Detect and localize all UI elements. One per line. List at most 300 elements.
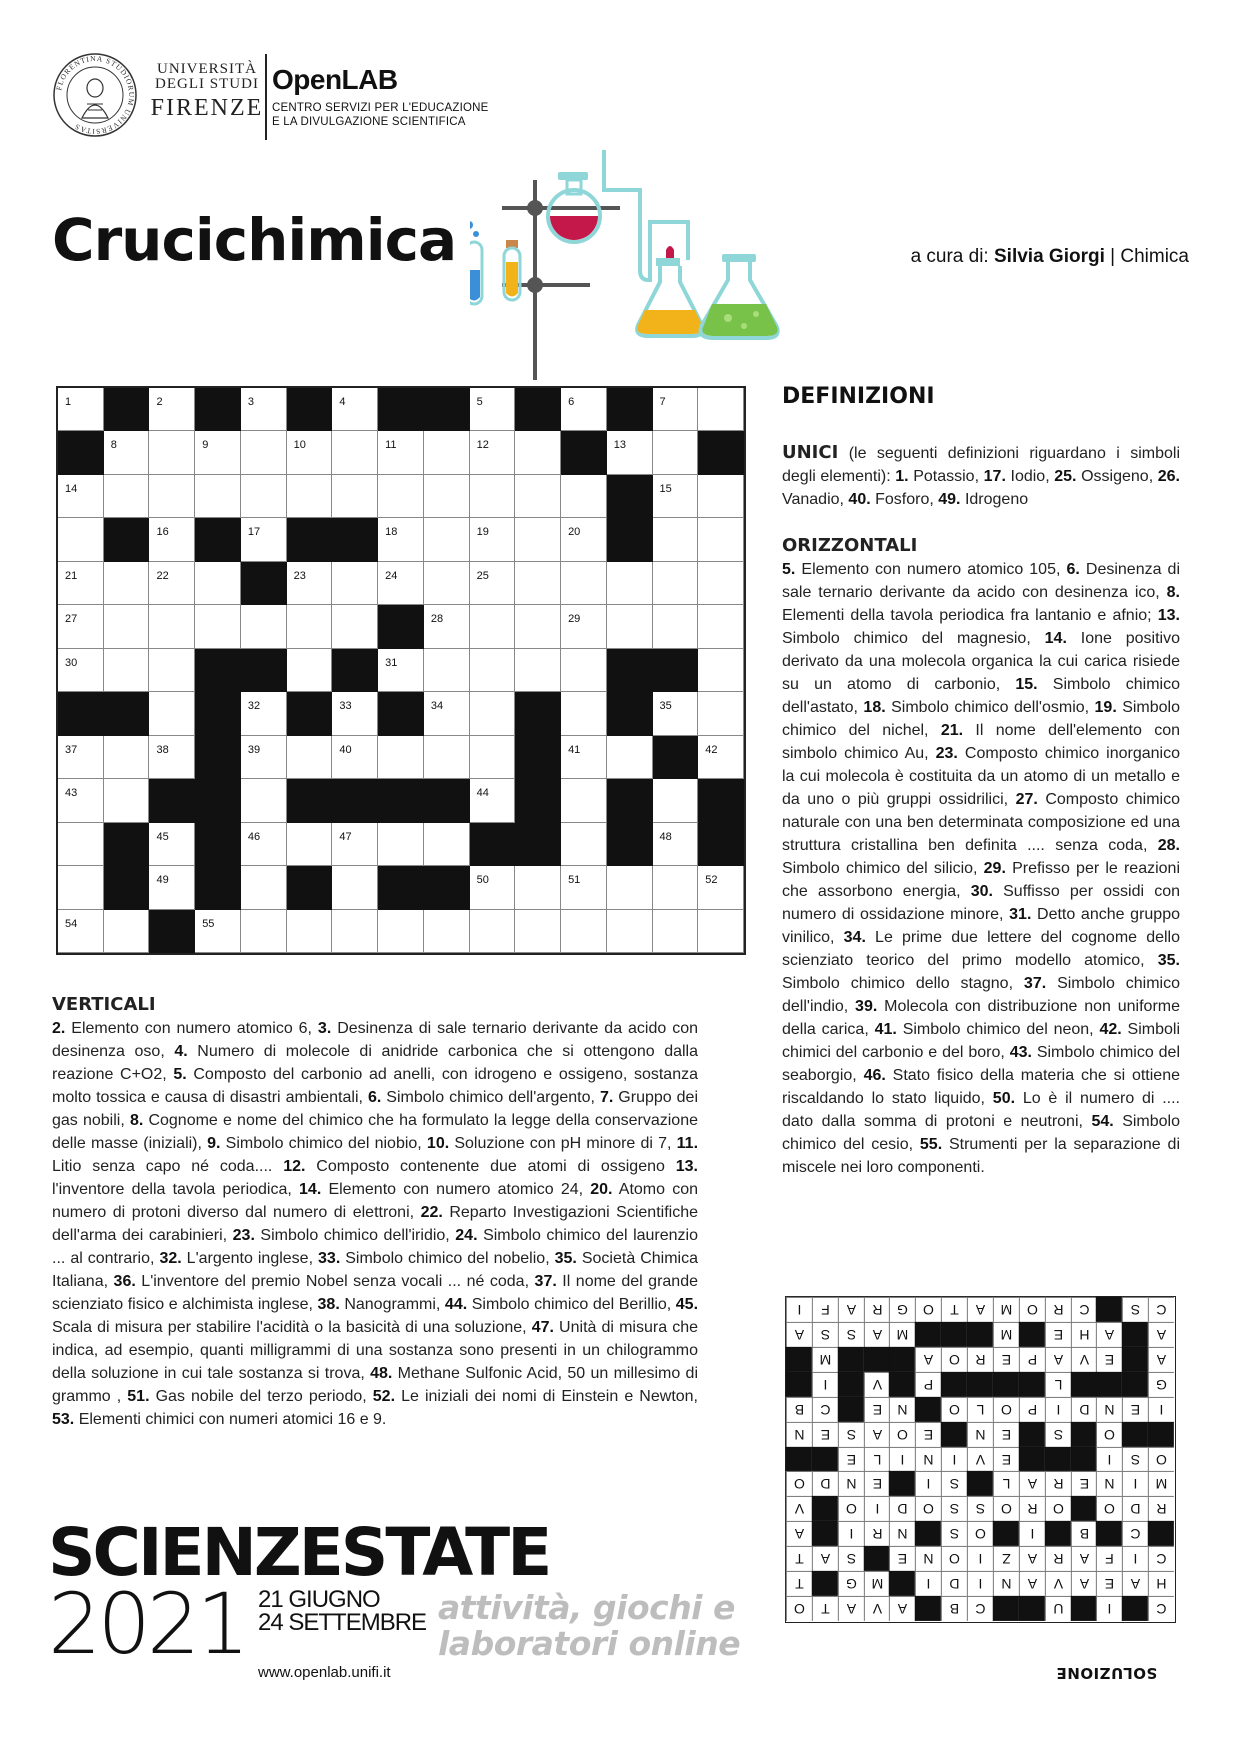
clue-number: 52 (705, 874, 718, 887)
crossword-cell[interactable] (653, 431, 699, 474)
clue-number: 27 (65, 613, 78, 626)
crossword-cell[interactable] (332, 866, 378, 909)
crossword-cell[interactable] (287, 823, 333, 866)
clue-number: 50. (992, 1090, 1016, 1107)
crossword-black-cell (607, 779, 653, 822)
crossword-cell[interactable] (241, 692, 287, 735)
crossword-cell[interactable] (287, 605, 333, 648)
crossword-cell[interactable] (653, 910, 699, 953)
crossword-cell[interactable] (515, 866, 561, 909)
crossword-cell[interactable] (378, 736, 424, 779)
crossword-cell[interactable] (241, 736, 287, 779)
crossword-cell[interactable] (561, 475, 607, 518)
clue-text: Simbolo chimico dell'iridio, (254, 1227, 456, 1244)
clue-number: 24 (385, 569, 398, 582)
crossword-cell[interactable] (58, 605, 104, 648)
crossword-cell[interactable] (561, 823, 607, 866)
clue-number: 25 (476, 569, 489, 582)
solution-cell: S (1122, 1297, 1148, 1322)
crossword-cell[interactable] (58, 649, 104, 692)
crossword-cell[interactable] (149, 823, 195, 866)
solution-cell: N (889, 1397, 915, 1422)
solution-cell: M (1148, 1471, 1174, 1496)
crossword-cell[interactable] (58, 866, 104, 909)
solution-cell: N (889, 1521, 915, 1546)
crossword-cell[interactable] (561, 736, 607, 779)
crossword-cell[interactable] (470, 736, 516, 779)
crossword-cell[interactable] (287, 562, 333, 605)
crossword-cell[interactable] (561, 518, 607, 561)
crossword-cell[interactable] (332, 431, 378, 474)
clue-text: Gruppo dei gas nobili, (52, 1089, 699, 1129)
clue-number: 28. (1157, 837, 1180, 854)
clue-number: 1. (895, 468, 909, 485)
clue-text: Simbolo chimico dell'indio, (782, 975, 1181, 1015)
crossword-cell[interactable] (470, 692, 516, 735)
solution-black-cell (786, 1347, 812, 1372)
crossword-cell[interactable] (424, 692, 470, 735)
solution-black-cell (915, 1322, 941, 1347)
crossword-cell[interactable] (378, 649, 424, 692)
solution-cell: P (1019, 1347, 1045, 1372)
crossword-cell[interactable] (378, 518, 424, 561)
clue-text: L'inventore del premio Nobel senza vocali ... né coda, (135, 1273, 535, 1290)
crossword-cell[interactable] (607, 736, 653, 779)
crossword-cell[interactable] (698, 475, 744, 518)
across-heading: ORIZZONTALI (782, 535, 918, 556)
crossword-cell[interactable] (378, 562, 424, 605)
crossword-cell[interactable] (515, 431, 561, 474)
solution-cell: A (1071, 1546, 1097, 1571)
crossword-cell[interactable] (241, 388, 287, 431)
solution-cell: P (915, 1372, 941, 1397)
solution-cell: L (993, 1471, 1019, 1496)
crossword-cell[interactable] (515, 910, 561, 953)
clue-number: 23 (293, 569, 306, 582)
down-heading: VERTICALI (52, 994, 156, 1015)
crossword-cell[interactable] (104, 562, 150, 605)
crossword-cell[interactable] (698, 692, 744, 735)
crossword-black-cell (653, 736, 699, 779)
crossword-cell[interactable] (424, 431, 470, 474)
solution-black-cell (889, 1471, 915, 1496)
crossword-cell[interactable] (653, 779, 699, 822)
crossword-cell[interactable] (561, 779, 607, 822)
crossword-black-cell (195, 692, 241, 735)
crossword-cell[interactable] (470, 649, 516, 692)
crossword-black-cell (287, 692, 333, 735)
clue-number: 13 (613, 439, 627, 452)
clue-number: 6. (1066, 561, 1080, 578)
clue-number: 28 (430, 613, 444, 626)
clue-number: 9. (207, 1135, 221, 1152)
solution-cell: N (993, 1571, 1019, 1596)
event-dates (258, 1588, 426, 1634)
solution-black-cell (889, 1372, 915, 1397)
clue-number: 6 (568, 396, 575, 408)
crossword-cell[interactable] (58, 910, 104, 953)
clue-text: Litio senza capo né coda.... (52, 1158, 284, 1175)
crossword-cell[interactable] (561, 866, 607, 909)
clue-text: Simbolo chimico del seaborgio, (782, 1044, 1180, 1084)
solution-cell: O (967, 1521, 993, 1546)
crossword-cell[interactable] (561, 910, 607, 953)
crossword-cell[interactable] (653, 605, 699, 648)
solution-black-cell (967, 1372, 993, 1397)
clue-number: 15 (659, 482, 672, 495)
solution-cell: I (1122, 1546, 1148, 1571)
solution-cell: I (889, 1447, 915, 1472)
crossword-cell[interactable] (470, 518, 516, 561)
crossword-cell[interactable] (515, 518, 561, 561)
solution-black-cell (1045, 1447, 1071, 1472)
crossword-cell[interactable] (515, 605, 561, 648)
solution-cell: O (889, 1422, 915, 1447)
crossword-cell[interactable] (653, 562, 699, 605)
solution-black-cell (1019, 1322, 1045, 1347)
crossword-cell[interactable] (149, 518, 195, 561)
crossword-cell[interactable] (698, 605, 744, 648)
crossword-cell[interactable] (561, 649, 607, 692)
crossword-black-cell (241, 649, 287, 692)
solution-black-cell (967, 1471, 993, 1496)
clue-number: 38. (317, 1296, 340, 1313)
crossword-cell[interactable] (332, 562, 378, 605)
crossword-cell[interactable] (424, 649, 470, 692)
crossword-cell[interactable] (698, 562, 744, 605)
solution-cell: Z (993, 1546, 1019, 1571)
crossword-cell[interactable] (470, 866, 516, 909)
crossword-cell[interactable] (149, 605, 195, 648)
crossword-cell[interactable] (332, 692, 378, 735)
solution-cell: E (864, 1471, 890, 1496)
crossword-black-cell (653, 649, 699, 692)
page-title: Crucichimica (52, 206, 457, 274)
down-body (52, 1020, 698, 1428)
clue-number: 40. (848, 491, 871, 508)
definitions-heading: DEFINIZIONI (782, 384, 935, 409)
crossword-cell[interactable] (424, 910, 470, 953)
crossword-cell[interactable] (241, 823, 287, 866)
crossword-cell[interactable] (470, 779, 516, 822)
solution-black-cell (993, 1596, 1019, 1621)
crossword-black-cell (58, 431, 104, 474)
solution-cell: M (864, 1571, 890, 1596)
crossword-cell[interactable] (653, 823, 699, 866)
down-clues (52, 993, 698, 1431)
solution-cell: S (1122, 1447, 1148, 1472)
crossword-cell[interactable] (241, 779, 287, 822)
clue-text: Stato fisico della materia che si ottiene riscaldando lo stato liquido, (782, 1067, 1180, 1107)
crossword-cell[interactable] (470, 475, 516, 518)
clue-text: Unità di misura che indica, ad esempio, quanti milligrammi di una sostanza sono presenti in un chilogrammo della soluzione in cui tale sostanza si trova, (52, 1319, 698, 1382)
crossword-cell[interactable] (195, 605, 241, 648)
crossword-cell[interactable] (241, 431, 287, 474)
crossword-cell[interactable] (378, 910, 424, 953)
solution-cell: D (889, 1496, 915, 1521)
crossword-cell[interactable] (698, 518, 744, 561)
crossword-cell[interactable] (561, 388, 607, 431)
crossword-black-cell (378, 692, 424, 735)
clue-text: Simbolo chimico del Berillio, (467, 1296, 676, 1313)
crossword-cell[interactable] (195, 910, 241, 953)
solution-cell: N (786, 1422, 812, 1447)
clue-number: 31 (385, 656, 398, 669)
crossword-cell[interactable] (104, 910, 150, 953)
solution-cell: M (889, 1322, 915, 1347)
crossword-cell[interactable] (332, 823, 378, 866)
crossword-cell[interactable] (653, 475, 699, 518)
crossword-cell[interactable] (561, 692, 607, 735)
crossword-cell[interactable] (104, 431, 150, 474)
crossword-cell[interactable] (149, 475, 195, 518)
clue-number: 15. (1015, 676, 1038, 693)
crossword-black-cell (287, 388, 333, 431)
crossword-cell[interactable] (104, 605, 150, 648)
solution-black-cell (812, 1521, 838, 1546)
crossword-black-cell (607, 692, 653, 735)
clue-number: 14 (65, 482, 78, 495)
event-url[interactable]: www.openlab.unifi.it (258, 1664, 391, 1681)
solution-cell: L (864, 1447, 890, 1472)
solution-cell: E (993, 1347, 1019, 1372)
crossword-cell[interactable] (698, 910, 744, 953)
crossword-cell[interactable] (287, 475, 333, 518)
solution-cell: E (812, 1422, 838, 1447)
crossword-cell[interactable] (653, 692, 699, 735)
crossword-cell[interactable] (470, 910, 516, 953)
crossword-cell[interactable] (332, 605, 378, 648)
clue-text: Composto chimico naturale con una ben determinata composizione ed una struttura cristallina ben definita .... senza coda, (782, 791, 1181, 854)
event-name: SCIENZESTATE (48, 1514, 550, 1591)
solution-black-cell (1122, 1596, 1148, 1621)
crossword-cell[interactable] (698, 388, 744, 431)
crossword-cell[interactable] (241, 605, 287, 648)
crossword-cell[interactable] (607, 866, 653, 909)
solution-cell: O (941, 1347, 967, 1372)
solution-cell: R (1045, 1297, 1071, 1322)
crossword-cell[interactable] (424, 475, 470, 518)
solution-black-cell (1122, 1347, 1148, 1372)
clue-number: 32. (159, 1250, 182, 1267)
solution-cell: O (838, 1496, 864, 1521)
crossword-cell[interactable] (58, 823, 104, 866)
clue-number: 17. (983, 468, 1006, 485)
crossword-cell[interactable] (149, 431, 195, 474)
crossword-cell[interactable] (149, 692, 195, 735)
logo-divider (265, 54, 267, 140)
clue-number: 41. (874, 1021, 897, 1038)
crossword-cell[interactable] (58, 518, 104, 561)
solution-cell: A (1148, 1322, 1174, 1347)
crossword-cell[interactable] (653, 388, 699, 431)
solution-cell: A (1019, 1471, 1045, 1496)
crossword-cell[interactable] (378, 475, 424, 518)
clue-number: 20 (568, 526, 581, 539)
crossword-cell[interactable] (149, 649, 195, 692)
solution-cell: I (915, 1471, 941, 1496)
crossword-cell[interactable] (561, 605, 607, 648)
crossword-black-cell (195, 866, 241, 909)
crossword-cell[interactable] (698, 649, 744, 692)
solution-cell: N (915, 1447, 941, 1472)
crossword-cell[interactable] (653, 518, 699, 561)
crossword-black-cell (287, 518, 333, 561)
clue-text: Desinenza di sale ternario derivante da acido con desinenza oso, (52, 1020, 698, 1060)
clue-number: 7 (659, 396, 666, 408)
event-tagline (438, 1590, 740, 1662)
solution-black-cell (1019, 1596, 1045, 1621)
crossword-cell[interactable] (698, 736, 744, 779)
crossword-cell[interactable] (378, 823, 424, 866)
solution-black-cell (1148, 1521, 1174, 1546)
crossword-cell[interactable] (58, 779, 104, 822)
solution-black-cell (1122, 1372, 1148, 1397)
solution-cell: E (915, 1422, 941, 1447)
crossword-cell[interactable] (607, 562, 653, 605)
crossword-cell[interactable] (104, 736, 150, 779)
crossword-cell[interactable] (58, 562, 104, 605)
solution-cell: R (1045, 1471, 1071, 1496)
crossword-black-cell (104, 518, 150, 561)
crossword-cell[interactable] (332, 475, 378, 518)
crossword-cell[interactable] (149, 388, 195, 431)
solution-cell: F (1096, 1546, 1122, 1571)
crossword-cell[interactable] (470, 562, 516, 605)
crossword-black-cell (378, 605, 424, 648)
solution-black-cell (864, 1347, 890, 1372)
crossword-cell[interactable] (653, 866, 699, 909)
crossword-cell[interactable] (470, 431, 516, 474)
crossword-cell[interactable] (332, 388, 378, 431)
solution-cell: A (1096, 1322, 1122, 1347)
event-year: 2021 (48, 1575, 246, 1673)
crossword-cell[interactable] (470, 605, 516, 648)
solution-black-cell (864, 1546, 890, 1571)
solution-cell: B (786, 1397, 812, 1422)
unici-heading: UNICI (782, 442, 839, 463)
crossword-cell[interactable] (424, 823, 470, 866)
solution-cell: E (889, 1546, 915, 1571)
crossword-cell[interactable] (515, 475, 561, 518)
crossword-cell[interactable] (378, 431, 424, 474)
crossword-cell[interactable] (58, 736, 104, 779)
clue-number: 35. (554, 1250, 577, 1267)
clue-number: 35. (1157, 952, 1180, 969)
crossword-cell[interactable] (424, 605, 470, 648)
solution-cell: I (838, 1521, 864, 1546)
clue-number: 49. (938, 491, 961, 508)
crossword-cell[interactable] (149, 866, 195, 909)
clue-number: 43. (1009, 1044, 1032, 1061)
crossword-black-cell (698, 823, 744, 866)
clue-text: (le seguenti definizioni riguardano i simboli degli elementi): (782, 445, 1180, 485)
crossword-cell[interactable] (607, 605, 653, 648)
clue-text: Gas nobile del terzo periodo, (149, 1388, 373, 1405)
clue-number: 54 (65, 917, 78, 930)
clue-text: Composto chimico inorganico la cui molecola è costituita da un atomo di un metallo e da uno o più gruppi ossidrilici, (782, 745, 1180, 808)
solution-cell: C (1148, 1297, 1174, 1322)
clue-text: Simbolo chimico del neon, (896, 1021, 1100, 1038)
solution-cell: O (915, 1496, 941, 1521)
crossword-cell[interactable] (287, 736, 333, 779)
solution-cell: H (1071, 1322, 1097, 1347)
solution-black-cell (1148, 1422, 1174, 1447)
clue-number: 10 (293, 439, 306, 452)
solution-black-cell (1071, 1596, 1097, 1621)
crossword-cell[interactable] (195, 475, 241, 518)
solution-black-cell (941, 1372, 967, 1397)
clue-number: 52. (372, 1388, 396, 1405)
clue-text: Vanadio, (782, 491, 849, 508)
crossword-cell[interactable] (241, 475, 287, 518)
crossword-cell[interactable] (104, 649, 150, 692)
crossword-cell[interactable] (515, 649, 561, 692)
solution-cell: I (941, 1447, 967, 1472)
crossword-cell[interactable] (195, 431, 241, 474)
solution-cell: I (967, 1546, 993, 1571)
crossword-cell[interactable] (195, 562, 241, 605)
clue-number: 51 (568, 874, 581, 887)
crossword-cell[interactable] (241, 866, 287, 909)
clue-text: Desinenza di sale ternario derivante da acido con desinenza ico, (782, 561, 1180, 601)
solution-cell: C (1148, 1546, 1174, 1571)
clue-number: 11. (676, 1135, 699, 1152)
clue-number: 23. (935, 745, 958, 762)
seal-text: FLORENTINA STUDIORUM UNIVERSITAS (54, 53, 137, 137)
crossword-cell[interactable] (104, 475, 150, 518)
solution-black-cell (889, 1347, 915, 1372)
crossword-cell[interactable] (607, 431, 653, 474)
crossword-cell[interactable] (287, 431, 333, 474)
clue-number: 5 (476, 396, 483, 408)
crossword-cell[interactable] (58, 475, 104, 518)
clue-number: 37. (1023, 975, 1047, 992)
crossword-cell[interactable] (241, 518, 287, 561)
crossword-cell[interactable] (332, 910, 378, 953)
across-body (782, 561, 1180, 1176)
crossword-cell[interactable] (470, 388, 516, 431)
solution-cell: D (1122, 1496, 1148, 1521)
crossword-cell[interactable] (424, 562, 470, 605)
crossword-cell[interactable] (424, 518, 470, 561)
crossword-cell[interactable] (241, 910, 287, 953)
crossword-cell[interactable] (287, 649, 333, 692)
crossword-cell[interactable] (149, 736, 195, 779)
crossword-cell[interactable] (104, 779, 150, 822)
solution-cell: A (864, 1422, 890, 1447)
clue-number: 8. (1166, 584, 1180, 601)
crossword-black-cell (698, 431, 744, 474)
crossword-cell[interactable] (424, 736, 470, 779)
clue-number: 55. (919, 1136, 943, 1153)
crossword-cell[interactable] (149, 562, 195, 605)
crossword-cell[interactable] (58, 388, 104, 431)
crossword-cell[interactable] (561, 562, 607, 605)
crossword-cell[interactable] (332, 736, 378, 779)
clue-number: 23. (232, 1227, 255, 1244)
solution-cell: L (1045, 1372, 1071, 1397)
solution-cell: V (1071, 1347, 1097, 1372)
crossword-black-cell (424, 866, 470, 909)
crossword-black-cell (378, 779, 424, 822)
crossword-cell[interactable] (607, 910, 653, 953)
clue-number: 14. (299, 1181, 322, 1198)
crossword-cell[interactable] (698, 866, 744, 909)
crossword-cell[interactable] (287, 910, 333, 953)
clue-number: 8. (129, 1112, 144, 1129)
crossword-cell[interactable] (515, 562, 561, 605)
